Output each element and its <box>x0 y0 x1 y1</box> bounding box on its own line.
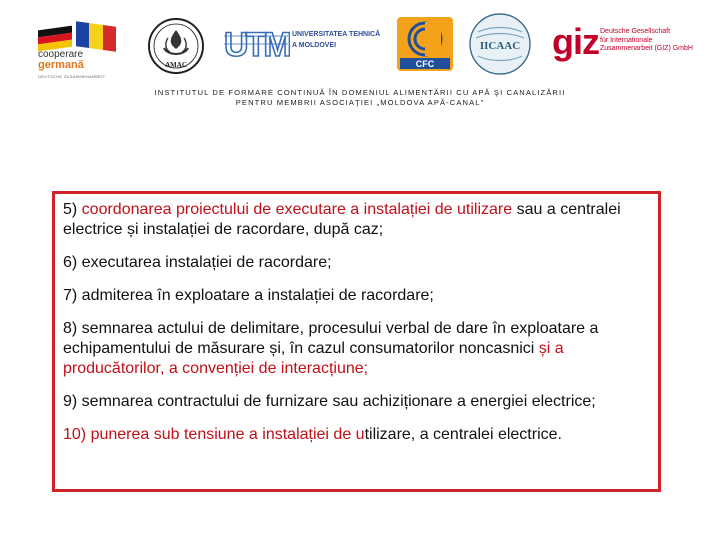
item-10-number: 10) <box>63 426 91 443</box>
item-5-rest: sau a centralei electrice și instalației de racordare, după caz; <box>63 201 621 238</box>
list-item-8 <box>63 319 650 379</box>
cfc-logo <box>396 16 454 72</box>
cfc-label: CFC <box>415 59 435 69</box>
partner-logos-strip <box>0 0 720 86</box>
giz-wordmark: giz <box>552 21 599 62</box>
giz-line3: Zusammenarbeit (GIZ) GmbH <box>600 45 693 52</box>
item-5-highlight: coordonarea proiectului de executare a instalației de utilizare <box>81 201 513 218</box>
giz-line1: Deutsche Gesellschaft <box>600 28 671 35</box>
coop-line1: cooperare <box>38 49 84 60</box>
utm-monogram: UTM <box>224 26 289 64</box>
germany-flag-icon <box>38 26 72 52</box>
utm-logo <box>222 24 382 64</box>
institute-line1: INSTITUTUL DE FORMARE CONTINUĂ ÎN DOMENIUL ALIMENTĂRII CU APĂ ŞI CANALIZĂRII <box>154 88 566 97</box>
item-10-highlight: punerea sub tensiune a instalației de u <box>90 426 365 443</box>
list-item-6: 6) executarea instalației de racordare; <box>63 254 332 271</box>
german-cooperation-logo <box>36 22 134 80</box>
cfc-emblem-icon <box>396 16 454 72</box>
coop-tagline: DEUTSCHE ZUSAMMENARBEIT <box>38 74 106 79</box>
utm-monogram-icon <box>222 24 290 64</box>
institute-title <box>0 88 720 107</box>
amac-logo <box>146 16 206 78</box>
item-5-number: 5) <box>63 201 82 218</box>
item-8-plain: 8) semnarea actului de delimitare, procesului verbal de dare în exploatare a echipamentului de măsurare și, în cazul consumatorilor noncasnici <box>63 320 599 357</box>
item-10-rest: tilizare, a centralei electrice. <box>364 426 562 443</box>
list-item-5 <box>63 200 650 240</box>
amac-emblem-icon <box>146 16 206 78</box>
moldova-flag-icon <box>76 21 116 52</box>
obligations-list-box <box>52 191 661 492</box>
list-item-9: 9) semnarea contractului de furnizare sau achiziționare a energiei electrice; <box>63 393 596 410</box>
amac-label: AMAC <box>165 61 187 69</box>
iicaac-logo <box>468 12 532 76</box>
utm-line1: UNIVERSITATEA TEHNICĂ <box>292 31 381 38</box>
giz-line2: für Internationale <box>600 36 653 44</box>
iicaac-emblem-icon <box>468 12 532 76</box>
utm-line2: A MOLDOVEI <box>292 42 337 49</box>
list-item-10 <box>63 425 650 445</box>
giz-logo <box>548 22 718 66</box>
list-item-7: 7) admiterea în exploatare a instalației de racordare; <box>63 287 434 304</box>
institute-line2: PENTRU MEMBRII ASOCIAŢIEI „MOLDOVA APĂ-CANAL” <box>235 97 485 107</box>
iicaac-label: IICAAC <box>479 40 521 52</box>
item-8-highlight: și a producătorilor, a convenției de interacțiune; <box>63 340 564 377</box>
coop-line2: germană <box>38 59 84 71</box>
